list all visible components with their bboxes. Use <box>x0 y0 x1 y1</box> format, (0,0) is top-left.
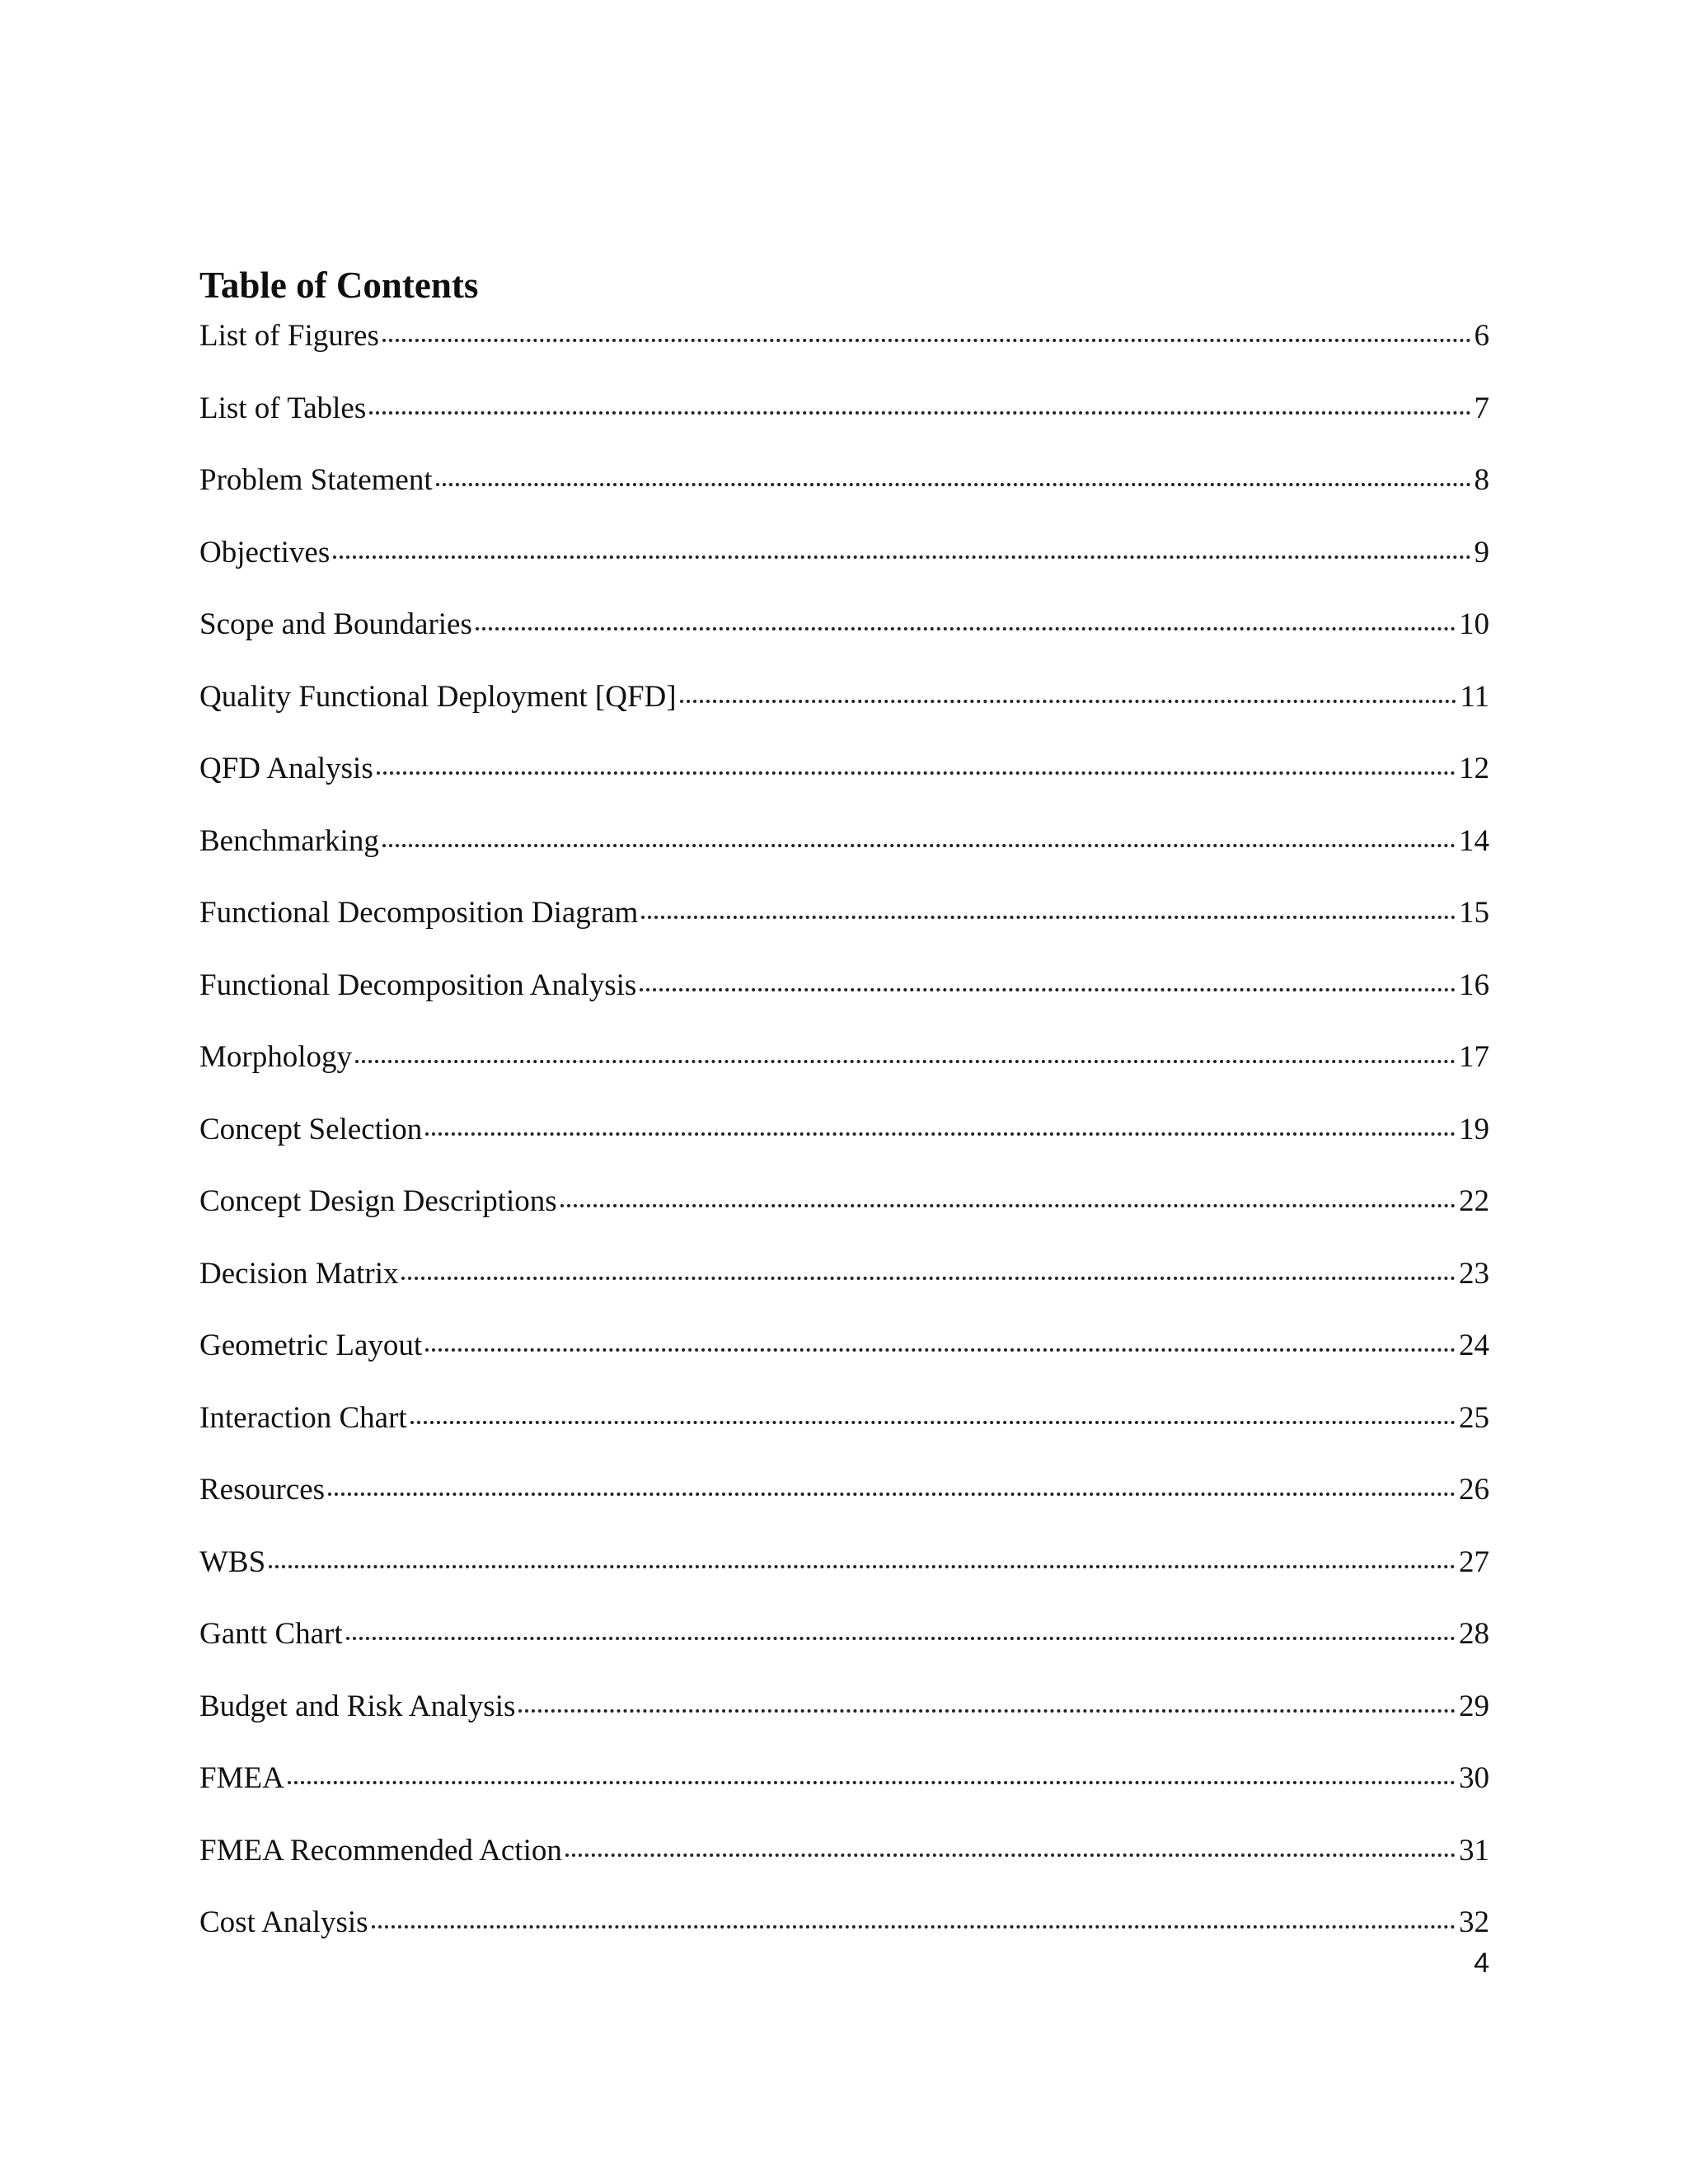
dot-leader <box>333 555 1470 559</box>
toc-entry[interactable] <box>199 1826 1489 1899</box>
toc-entry-label: Cost Analysis <box>199 1905 368 1939</box>
dot-leader <box>560 1204 1456 1207</box>
dot-leader <box>382 844 1456 847</box>
toc-entry-page: 16 <box>1459 968 1489 1002</box>
toc-entry-page: 10 <box>1459 607 1489 641</box>
toc-entry[interactable] <box>199 1898 1489 1971</box>
toc-entry[interactable] <box>199 961 1489 1033</box>
toc-entry-label: Scope and Boundaries <box>199 607 472 641</box>
toc-entry-label: Problem Statement <box>199 463 433 497</box>
toc-entry[interactable] <box>199 456 1489 528</box>
toc-entry-page: 28 <box>1459 1617 1489 1651</box>
toc-title: Table of Contents <box>199 265 479 306</box>
toc-entry-label: QFD Analysis <box>199 752 373 785</box>
toc-entry[interactable] <box>199 600 1489 673</box>
toc-entry[interactable] <box>199 312 1489 384</box>
toc-entry-page: 6 <box>1474 319 1489 353</box>
toc-entry-page: 15 <box>1459 896 1489 930</box>
dot-leader <box>425 1348 1456 1352</box>
toc-entry-page: 19 <box>1459 1112 1489 1146</box>
dot-leader <box>410 1421 1456 1424</box>
toc-entry-page: 11 <box>1460 679 1489 714</box>
dot-leader <box>680 700 1457 703</box>
toc-entry[interactable] <box>199 1249 1489 1322</box>
toc-entry[interactable] <box>199 384 1489 457</box>
toc-entry[interactable] <box>199 1177 1489 1249</box>
dot-leader <box>436 483 1471 486</box>
dot-leader <box>328 1493 1456 1496</box>
dot-leader <box>369 411 1470 415</box>
toc-entry-page: 8 <box>1474 463 1489 497</box>
dot-leader <box>355 1060 1456 1063</box>
toc-entry-page: 26 <box>1459 1473 1489 1507</box>
toc-entry-label: List of Tables <box>199 391 367 425</box>
toc-entry-label: Resources <box>199 1473 326 1507</box>
toc-entry-label: Concept Design Descriptions <box>199 1184 557 1218</box>
toc-entry[interactable] <box>199 1754 1489 1826</box>
toc-entry-label: WBS <box>199 1544 266 1579</box>
toc-entry-label: Functional Decomposition Analysis <box>199 968 637 1002</box>
toc-entry-page: 32 <box>1459 1905 1489 1939</box>
toc-entry-label: Interaction Chart <box>199 1400 407 1435</box>
toc-entry[interactable] <box>199 744 1489 817</box>
toc-entry[interactable] <box>199 1538 1489 1610</box>
toc-entry-page: 7 <box>1474 391 1489 425</box>
toc-entry[interactable] <box>199 1610 1489 1682</box>
dot-leader <box>288 1781 1456 1784</box>
toc-entry-page: 12 <box>1459 752 1489 785</box>
toc-entry-page: 30 <box>1459 1761 1489 1795</box>
toc-entry-label: Objectives <box>199 535 331 569</box>
toc-entry-label: Geometric Layout <box>199 1329 423 1362</box>
dot-leader <box>346 1637 1456 1640</box>
toc-entry-page: 22 <box>1459 1184 1489 1218</box>
toc-entry[interactable] <box>199 817 1489 889</box>
toc-list <box>199 312 1489 1971</box>
dot-leader <box>518 1709 1456 1713</box>
toc-entry-label: Quality Functional Deployment [QFD] <box>199 679 677 714</box>
toc-entry[interactable] <box>199 1321 1489 1394</box>
toc-entry[interactable] <box>199 888 1489 961</box>
toc-entry-label: List of Figures <box>199 319 379 353</box>
toc-entry-page: 9 <box>1474 535 1489 569</box>
toc-entry-page: 14 <box>1459 823 1489 858</box>
toc-entry-label: Gantt Chart <box>199 1617 343 1651</box>
toc-entry-page: 29 <box>1459 1689 1489 1723</box>
toc-entry[interactable] <box>199 1394 1489 1466</box>
toc-entry-label: Benchmarking <box>199 823 379 858</box>
page-number: 4 <box>1474 1947 1489 1979</box>
toc-entry-label: Budget and Risk Analysis <box>199 1689 516 1723</box>
dot-leader <box>372 1925 1456 1929</box>
toc-entry-page: 25 <box>1459 1400 1489 1435</box>
toc-entry-label: Concept Selection <box>199 1112 423 1146</box>
toc-entry-page: 17 <box>1459 1040 1489 1074</box>
toc-entry-page: 23 <box>1459 1256 1489 1291</box>
toc-entry[interactable] <box>199 1033 1489 1105</box>
toc-entry[interactable] <box>199 1682 1489 1755</box>
dot-leader <box>269 1565 1456 1568</box>
toc-entry-page: 24 <box>1459 1329 1489 1362</box>
toc-entry-label: Decision Matrix <box>199 1256 399 1291</box>
dot-leader <box>640 988 1456 991</box>
toc-entry-label: FMEA Recommended Action <box>199 1833 562 1868</box>
dot-leader <box>641 916 1456 919</box>
toc-entry[interactable] <box>199 1465 1489 1538</box>
dot-leader <box>401 1277 1456 1280</box>
toc-entry[interactable] <box>199 1105 1489 1178</box>
dot-leader <box>377 771 1456 775</box>
toc-entry[interactable] <box>199 673 1489 745</box>
dot-leader <box>382 339 1471 342</box>
toc-entry-page: 27 <box>1459 1544 1489 1579</box>
dot-leader <box>476 627 1456 630</box>
dot-leader <box>425 1132 1456 1136</box>
toc-entry-label: Morphology <box>199 1040 352 1074</box>
toc-entry[interactable] <box>199 528 1489 601</box>
dot-leader <box>565 1854 1456 1857</box>
toc-entry-label: FMEA <box>199 1761 284 1795</box>
toc-entry-page: 31 <box>1459 1833 1489 1868</box>
toc-entry-label: Functional Decomposition Diagram <box>199 896 639 930</box>
